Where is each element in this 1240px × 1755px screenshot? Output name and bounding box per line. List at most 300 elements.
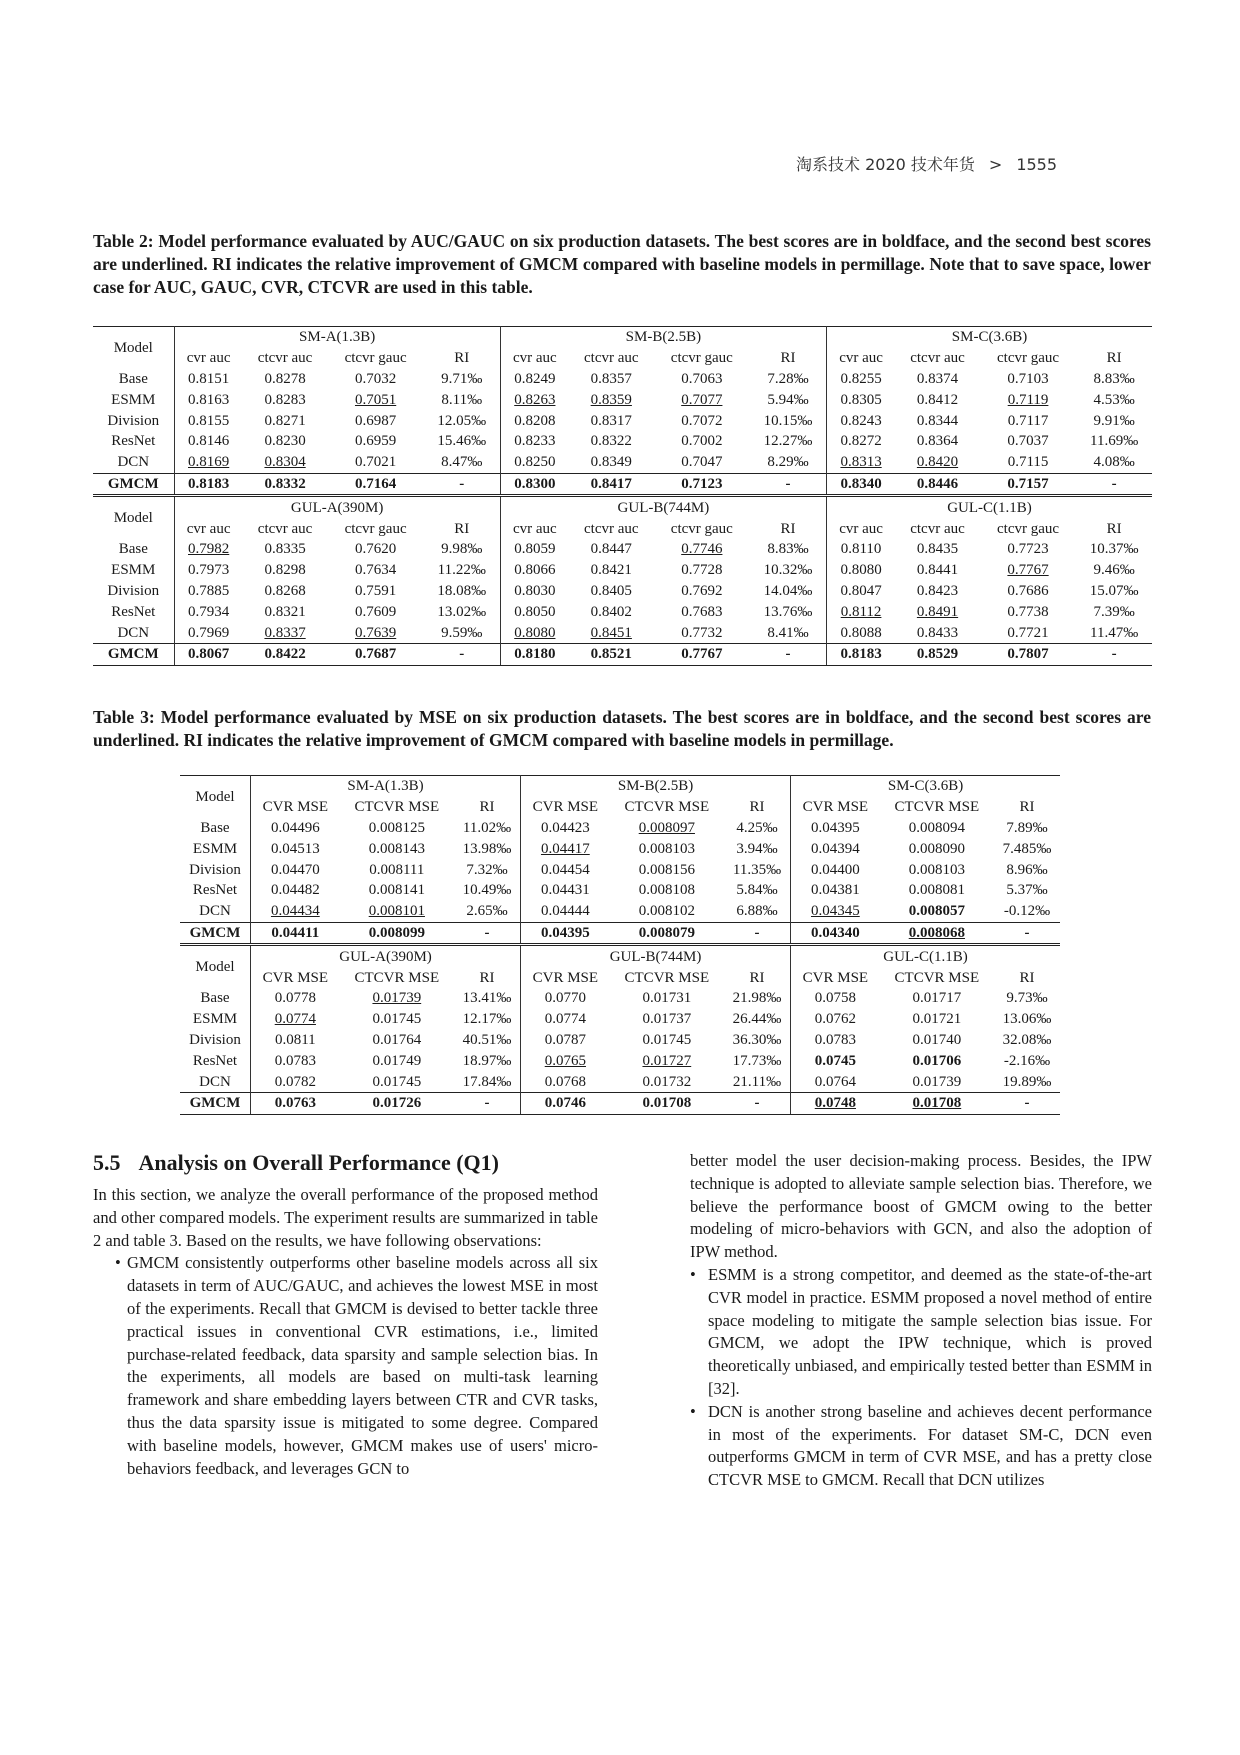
table-cell (1076, 369, 1152, 390)
cell-value: 0.0787 (544, 1031, 586, 1048)
cell-value: 0.8249 (514, 370, 556, 387)
cell-value: 0.0748 (814, 1095, 856, 1112)
cell-value: - (1111, 646, 1117, 663)
table-cell (750, 601, 826, 622)
table-cell (243, 389, 328, 410)
cell-value: 0.7051 (354, 391, 397, 408)
cell-value: 7.32‰ (466, 861, 508, 878)
table-cell (521, 1071, 610, 1092)
cell-value: 9.46‰ (1093, 562, 1135, 579)
table-cell (750, 389, 826, 410)
table-cell (521, 880, 610, 901)
table-cell (340, 818, 454, 839)
table-cell (243, 452, 328, 473)
metric-header: CVR MSE (532, 799, 599, 816)
table-cell (174, 431, 243, 452)
table-cell (654, 643, 750, 665)
cell-value: 11.02‰ (462, 819, 512, 836)
cell-value: 0.04434 (270, 903, 320, 920)
table-cell (724, 1050, 791, 1071)
table-cell (791, 1050, 880, 1071)
cell-value: 0.8344 (916, 412, 959, 429)
table-cell (243, 473, 328, 496)
table-cell (424, 389, 500, 410)
table-cell (880, 922, 994, 945)
table-cell (500, 539, 569, 560)
cell-value: 0.04431 (540, 882, 590, 899)
cell-value: 0.8300 (514, 475, 556, 492)
metric-header: RI (1106, 350, 1122, 367)
right-column (690, 1150, 1152, 1492)
table-cell (724, 1009, 791, 1030)
metric-header: ctcvr gauc (997, 350, 1060, 367)
table-cell (500, 601, 569, 622)
cell-value: 40.51‰ (462, 1031, 512, 1048)
cell-value: 0.8110 (840, 541, 882, 558)
table-cell (454, 1071, 521, 1092)
cell-value: 8.29‰ (767, 454, 809, 471)
cell-value: 0.01708 (642, 1095, 692, 1112)
cell-value: 18.97‰ (462, 1052, 512, 1069)
cell-value: 0.008101 (368, 903, 425, 920)
model-column-header: Model (180, 776, 251, 818)
table-cell (340, 1092, 454, 1114)
cell-value: 0.7973 (188, 562, 230, 579)
cell-value: 0.7686 (1007, 582, 1049, 599)
cell-value: 0.7687 (354, 646, 397, 663)
table-cell (791, 1071, 880, 1092)
cell-value: 0.8337 (264, 624, 306, 641)
cell-value: 0.7164 (354, 475, 397, 492)
table-cell (750, 539, 826, 560)
table-cell (569, 473, 654, 496)
table-cell (610, 1030, 724, 1051)
cell-value: 12.27‰ (763, 433, 813, 450)
table-cell (327, 389, 423, 410)
metric-header: ctcvr gauc (670, 520, 733, 537)
metric-header: ctcvr auc (584, 350, 639, 367)
table-cell (569, 560, 654, 581)
cell-value: - (459, 646, 465, 663)
table-cell (327, 560, 423, 581)
table-cell (1076, 601, 1152, 622)
table-cell (340, 901, 454, 922)
observation-dcn: • DCN is another strong baseline and achieves decent performance in most of the experiments. For dataset SM-C, DCN even outperforms GMCM in term of CVR MSE, and has a pretty close CTCVR MSE to GMCM. Recall that DCN utilizes (690, 1401, 1152, 1492)
metric-header: CTCVR MSE (624, 799, 710, 816)
cell-value: 0.8112 (840, 603, 882, 620)
metric-header: ctcvr gauc (344, 350, 407, 367)
cell-value: 0.8298 (264, 562, 306, 579)
observation-esmm: • ESMM is a strong competitor, and deemed as the state-of-the-art CVR model in practice. ESMM proposed a novel method of entire space modeling to mitigate the sample selection bias issue. For GMCM, we adopt the IPW technique, which is proved theoretically unbiased, and empirically tested better than ESMM in [32]. (690, 1264, 1152, 1401)
table-cell (791, 1030, 880, 1051)
section-title: Analysis on Overall Performance (Q1) (138, 1150, 499, 1175)
table-cell (454, 880, 521, 901)
cell-value: 6.88‰ (736, 903, 778, 920)
table-cell (424, 452, 500, 473)
table-cell (243, 431, 328, 452)
table-cell (724, 838, 791, 859)
table-cell (994, 988, 1060, 1009)
cell-value: - (1024, 924, 1030, 941)
cell-value: 32.08‰ (1002, 1031, 1052, 1048)
cell-value: 10.49‰ (462, 882, 512, 899)
metric-header: CVR MSE (532, 969, 599, 986)
cell-value: 9.71‰ (441, 370, 483, 387)
model-name: ResNet (93, 601, 174, 622)
model-name: ResNet (180, 1050, 251, 1071)
table-cell (724, 1092, 791, 1114)
table-cell (654, 622, 750, 643)
table-cell (895, 601, 980, 622)
table-row (180, 880, 1060, 901)
table2-auc-gauc (93, 326, 1152, 666)
table-cell (521, 1092, 610, 1114)
cell-value: 0.008068 (908, 924, 965, 941)
cell-value: 0.0764 (814, 1073, 856, 1090)
table-cell (826, 643, 895, 665)
cell-value: 13.98‰ (462, 840, 512, 857)
cell-value: 0.6987 (354, 412, 397, 429)
table-cell (980, 539, 1076, 560)
table-cell (826, 431, 895, 452)
table-cell (724, 901, 791, 922)
table-cell (340, 838, 454, 859)
table-cell (424, 601, 500, 622)
table-row (93, 431, 1152, 452)
cell-value: 0.8321 (264, 603, 306, 620)
cell-value: 0.8183 (840, 646, 882, 663)
table-cell (880, 901, 994, 922)
table-cell (243, 622, 328, 643)
metric-header: CVR MSE (802, 969, 869, 986)
table-row (93, 473, 1152, 496)
cell-value: 4.53‰ (1093, 391, 1135, 408)
metric-header: RI (1019, 969, 1035, 986)
table-cell (174, 389, 243, 410)
table-row (93, 601, 1152, 622)
cell-value: 21.11‰ (732, 1073, 782, 1090)
table-cell (1076, 581, 1152, 602)
cell-value: 0.7738 (1007, 603, 1049, 620)
table-cell (880, 859, 994, 880)
cell-value: 0.8146 (188, 433, 230, 450)
dataset-header: SM-B(2.5B) (500, 327, 826, 348)
cell-value: 0.8050 (514, 603, 556, 620)
table-cell (610, 1009, 724, 1030)
table-cell (826, 581, 895, 602)
table-cell (569, 452, 654, 473)
cell-value: 7.28‰ (767, 370, 809, 387)
table-cell (724, 859, 791, 880)
table-cell (880, 838, 994, 859)
cell-value: 0.01745 (372, 1011, 422, 1028)
cell-value: 3.94‰ (736, 840, 778, 857)
table-cell (569, 622, 654, 643)
cell-value: 0.01737 (642, 1011, 692, 1028)
cell-value: 0.7982 (188, 541, 230, 558)
model-name: GMCM (180, 1092, 251, 1114)
table-cell (880, 880, 994, 901)
table-cell (994, 859, 1060, 880)
cell-value: 12.05‰ (437, 412, 487, 429)
table-cell (340, 1071, 454, 1092)
table-cell (500, 643, 569, 665)
metric-header: ctcvr auc (257, 350, 313, 367)
metric-header: RI (1106, 520, 1122, 537)
table-cell (895, 473, 980, 496)
cell-value: 0.7047 (681, 454, 723, 471)
model-name: GMCM (93, 643, 174, 665)
cell-value: 2.65‰ (466, 903, 508, 920)
model-name: DCN (180, 901, 251, 922)
cell-value: 0.008090 (908, 840, 965, 857)
table-cell (610, 1071, 724, 1092)
cell-value: 0.04411 (271, 924, 320, 941)
model-column-header: Model (93, 496, 174, 539)
table-cell (1076, 389, 1152, 410)
cell-value: 0.04395 (810, 819, 860, 836)
cell-value: 0.8491 (916, 603, 959, 620)
cell-value: 0.8283 (264, 391, 306, 408)
cell-value: 0.7591 (354, 582, 397, 599)
cell-value: 0.8271 (264, 412, 306, 429)
table-cell (610, 988, 724, 1009)
cell-value: 0.7119 (1007, 391, 1049, 408)
dataset-header: SM-C(3.6B) (791, 776, 1060, 797)
table-cell (980, 452, 1076, 473)
cell-value: 0.7728 (681, 562, 723, 579)
table-cell (610, 1092, 724, 1114)
cell-value: 0.8340 (840, 475, 882, 492)
observation-list-continued (690, 1264, 1152, 1492)
table-cell (327, 581, 423, 602)
table-row (93, 452, 1152, 473)
table-cell (750, 452, 826, 473)
table-cell (895, 452, 980, 473)
section-heading (93, 1150, 499, 1176)
table-cell (521, 901, 610, 922)
metric-header: RI (724, 797, 791, 818)
table-cell (174, 601, 243, 622)
metric-header: CVR MSE (262, 969, 329, 986)
cell-value: 13.06‰ (1002, 1011, 1052, 1028)
cell-value: 0.7767 (681, 646, 723, 663)
cell-value: 0.01739 (912, 1073, 962, 1090)
cell-value: 0.04482 (270, 882, 320, 899)
cell-value: 0.01749 (372, 1052, 422, 1069)
cell-value: 0.0778 (274, 990, 316, 1007)
dataset-header: GUL-A(390M) (251, 945, 521, 967)
table-cell (610, 901, 724, 922)
metric-header: RI (454, 797, 521, 818)
table-cell (724, 922, 791, 945)
table-cell (340, 988, 454, 1009)
cell-value: 0.8423 (916, 582, 959, 599)
cell-value: 0.01708 (912, 1095, 962, 1112)
model-name: Division (93, 410, 174, 431)
table-cell (654, 473, 750, 496)
metric-header: cvr auc (186, 520, 231, 537)
cell-value: 11.22‰ (437, 562, 486, 579)
cell-value: -2.16‰ (1003, 1052, 1051, 1069)
table-cell (791, 922, 880, 945)
table-cell (454, 922, 521, 945)
table-cell (654, 410, 750, 431)
table-cell (1076, 452, 1152, 473)
table-cell (174, 622, 243, 643)
cell-value: 0.7807 (1007, 646, 1049, 663)
cell-value: 0.8169 (188, 454, 230, 471)
cell-value: 10.15‰ (763, 412, 813, 429)
metric-header: RI (1019, 799, 1035, 816)
cell-value: 0.008094 (908, 819, 965, 836)
table-cell (327, 369, 423, 390)
cell-value: 0.04423 (540, 819, 590, 836)
cell-value: 0.7103 (1007, 370, 1049, 387)
cell-value: 0.0758 (814, 990, 856, 1007)
table-cell (251, 880, 340, 901)
cell-value: 0.8163 (188, 391, 230, 408)
model-name: Base (93, 539, 174, 560)
cell-value: 0.7934 (188, 603, 230, 620)
dataset-header: GUL-C(1.1B) (826, 496, 1152, 518)
cell-value: 8.96‰ (1006, 861, 1048, 878)
table-cell (750, 431, 826, 452)
cell-value: 0.8230 (264, 433, 306, 450)
table-cell (1076, 410, 1152, 431)
metric-header: RI (424, 518, 500, 539)
table-row (93, 643, 1152, 665)
model-name: Division (93, 581, 174, 602)
cell-value: 8.41‰ (767, 624, 809, 641)
cell-value: - (459, 475, 465, 492)
cell-value: 17.84‰ (462, 1073, 512, 1090)
table-cell (327, 452, 423, 473)
cell-value: 0.01745 (372, 1073, 422, 1090)
table-cell (454, 1092, 521, 1114)
dataset-header: GUL-B(744M) (521, 945, 791, 967)
cell-value: 0.0768 (544, 1073, 586, 1090)
table-cell (980, 369, 1076, 390)
cell-value: 0.7634 (354, 562, 397, 579)
cell-value: 0.04454 (540, 861, 590, 878)
table-cell (569, 601, 654, 622)
metric-header: CTCVR MSE (354, 799, 440, 816)
cell-value: 0.8208 (514, 412, 556, 429)
cell-value: 36.30‰ (732, 1031, 782, 1048)
table-cell (791, 838, 880, 859)
observation-list (93, 1252, 598, 1480)
table-row (180, 838, 1060, 859)
cell-value: 0.008102 (638, 903, 695, 920)
metric-header: CTCVR MSE (354, 969, 440, 986)
table-cell (895, 539, 980, 560)
table-cell (500, 389, 569, 410)
table-cell (521, 838, 610, 859)
dataset-header: GUL-B(744M) (500, 496, 826, 518)
table-cell (980, 410, 1076, 431)
cell-value: 0.0783 (814, 1031, 856, 1048)
metric-header: RI (424, 348, 500, 369)
table-cell (895, 622, 980, 643)
cell-value: 8.83‰ (1093, 370, 1135, 387)
table-cell (895, 560, 980, 581)
table-cell (826, 410, 895, 431)
cell-value: 0.01740 (912, 1031, 962, 1048)
table-cell (251, 1030, 340, 1051)
table-cell (174, 643, 243, 665)
table-cell (340, 859, 454, 880)
cell-value: 0.7021 (354, 454, 397, 471)
cell-value: 8.83‰ (767, 541, 809, 558)
metric-header: ctcvr auc (257, 520, 313, 537)
table-cell (724, 1030, 791, 1051)
cell-value: 26.44‰ (732, 1011, 782, 1028)
header-separator: > (988, 155, 1003, 174)
cell-value: 0.008099 (368, 924, 425, 941)
model-name: DCN (180, 1071, 251, 1092)
table-row (180, 1092, 1060, 1114)
metric-header: ctcvr gauc (344, 520, 407, 537)
table-cell (500, 581, 569, 602)
cell-value: 0.008103 (638, 840, 695, 857)
table-cell (174, 539, 243, 560)
cell-value: 0.0774 (274, 1011, 316, 1028)
table-cell (880, 1050, 994, 1071)
cell-value: 0.0765 (544, 1052, 586, 1069)
table-cell (750, 622, 826, 643)
table-cell (569, 539, 654, 560)
cell-value: 0.8357 (590, 370, 632, 387)
cell-value: 0.01764 (372, 1031, 422, 1048)
cell-value: 17.73‰ (732, 1052, 782, 1069)
cell-value: 0.8421 (590, 562, 632, 579)
model-name: Division (180, 859, 251, 880)
table-cell (791, 1009, 880, 1030)
metric-header: ctcvr auc (584, 520, 639, 537)
cell-value: 0.8446 (916, 475, 959, 492)
table-cell (654, 539, 750, 560)
cell-value: 0.7732 (681, 624, 723, 641)
table-cell (895, 410, 980, 431)
cell-value: - (484, 1095, 490, 1112)
cell-value: 0.0770 (544, 990, 586, 1007)
cell-value: 0.008125 (368, 819, 425, 836)
table-cell (251, 1009, 340, 1030)
model-name: ESMM (93, 560, 174, 581)
table-cell (1076, 560, 1152, 581)
cell-value: 0.8233 (514, 433, 556, 450)
page-number: 1555 (1016, 155, 1058, 174)
cell-value: 0.8349 (590, 454, 632, 471)
cell-value: 7.89‰ (1006, 819, 1048, 836)
table-cell (610, 922, 724, 945)
table-cell (895, 389, 980, 410)
cell-value: 0.0783 (274, 1052, 316, 1069)
table-cell (826, 369, 895, 390)
metric-header: cvr auc (512, 520, 557, 537)
table-cell (654, 369, 750, 390)
table-cell (610, 838, 724, 859)
table3-mse (180, 775, 1060, 1115)
table-cell (980, 622, 1076, 643)
cell-value: 12.17‰ (462, 1011, 512, 1028)
model-name: ResNet (180, 880, 251, 901)
cell-value: 0.7117 (1007, 412, 1049, 429)
table-cell (750, 560, 826, 581)
table-row (180, 1009, 1060, 1030)
table-cell (521, 922, 610, 945)
